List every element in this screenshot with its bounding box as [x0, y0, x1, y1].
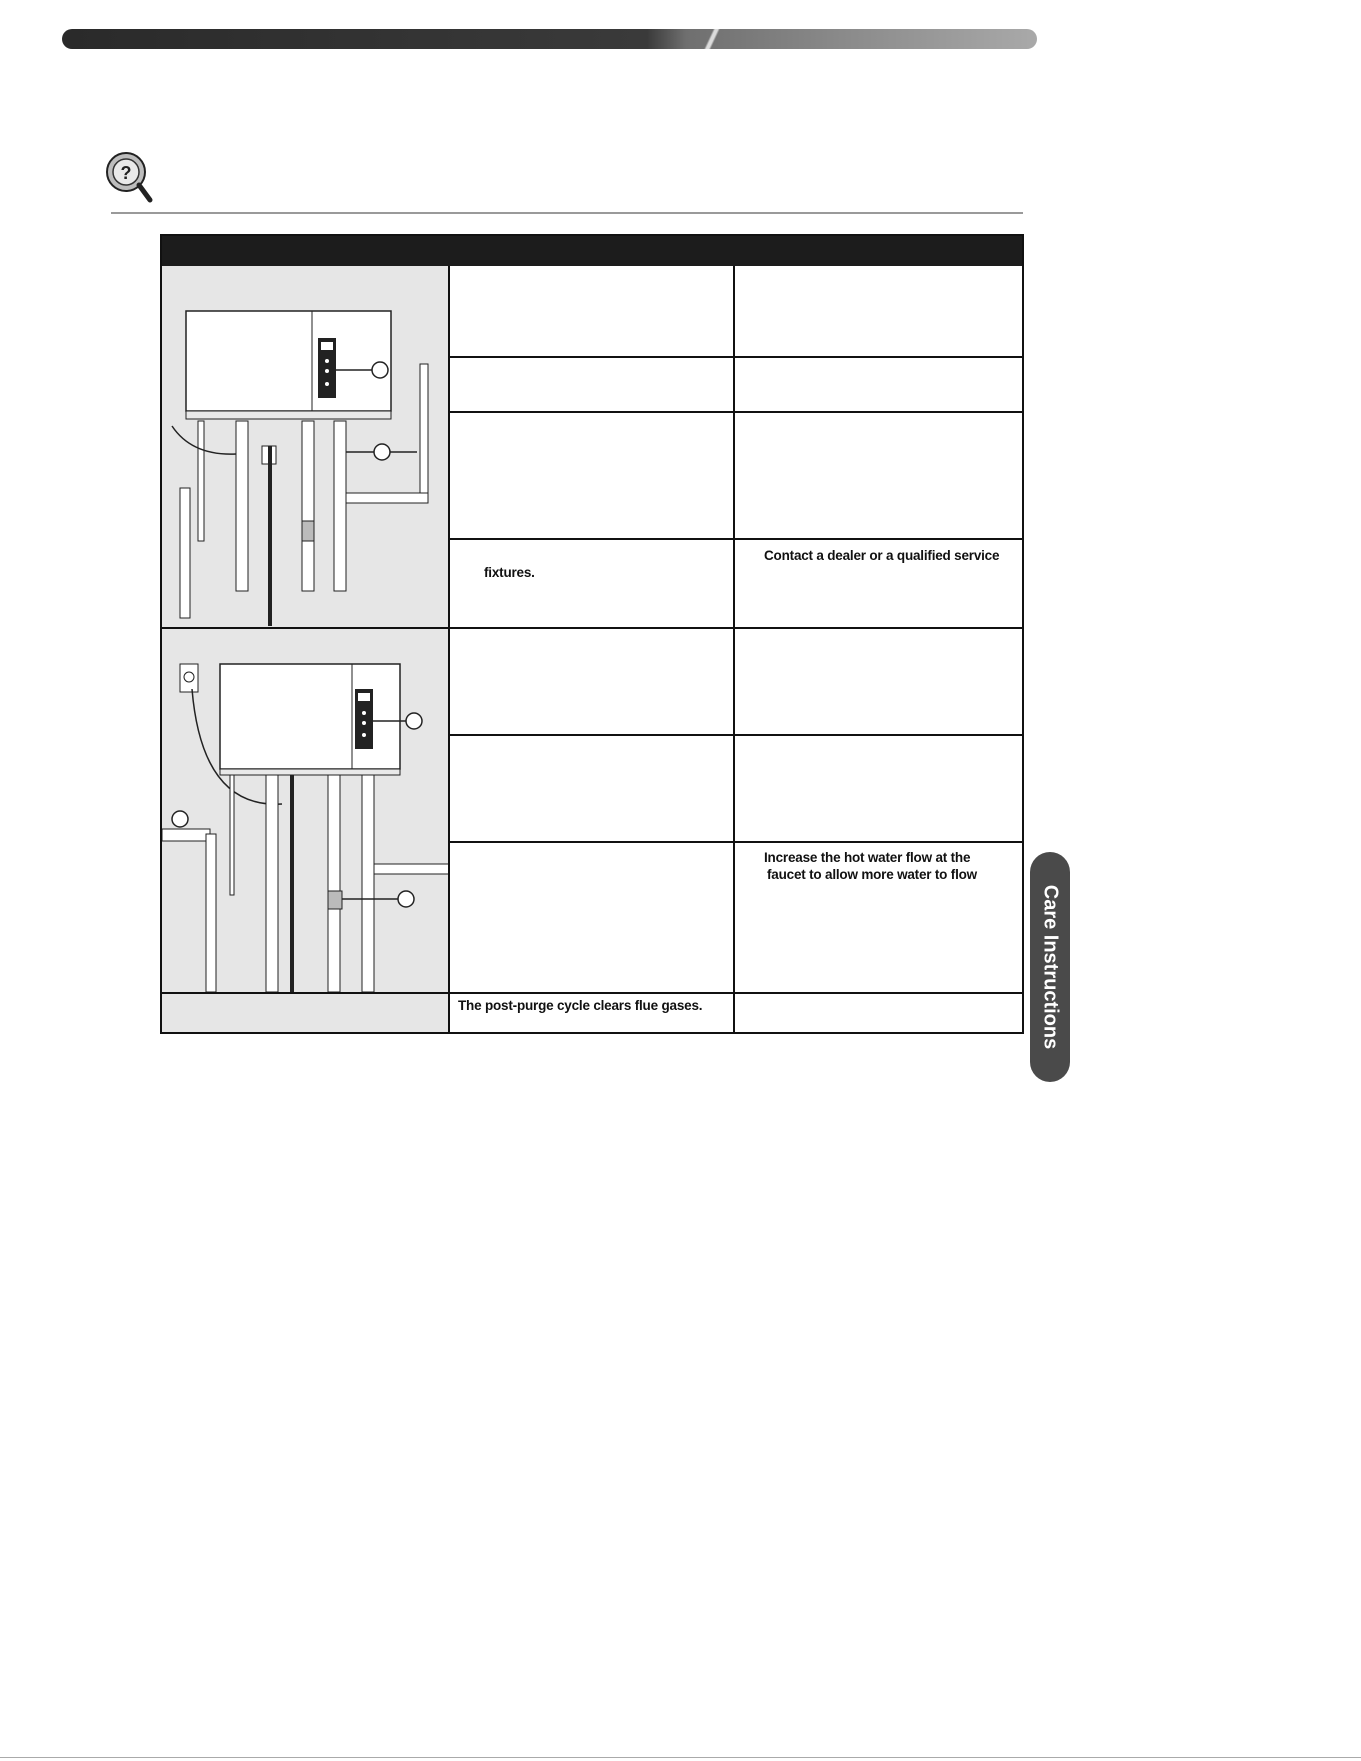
table-header	[162, 236, 1022, 266]
problem-text: fixtures.	[484, 565, 535, 580]
problem-text: The post-purge cycle clears flue gases.	[458, 998, 703, 1013]
illustration-panel-top	[162, 266, 449, 627]
solution-text: faucet to allow more water to flow	[767, 867, 977, 882]
illustration-panel-footer	[162, 994, 449, 1032]
solution-text: Contact a dealer or a qualified service	[764, 548, 1000, 563]
row-divider	[450, 411, 1022, 413]
page-bottom-line	[0, 1757, 1361, 1758]
section-rule	[111, 212, 1023, 214]
side-tab-label: Care Instructions	[1039, 884, 1062, 1050]
magnifier-question-icon	[106, 152, 154, 204]
troubleshooting-table	[160, 234, 1024, 1034]
header-bar-accent	[682, 29, 742, 49]
care-instructions-tab	[1030, 852, 1070, 1082]
header-bar	[62, 29, 1037, 49]
water-heater-illustration-top	[162, 266, 449, 627]
row-divider	[450, 841, 1022, 843]
row-divider	[450, 538, 1022, 540]
column-divider-1	[448, 266, 450, 1032]
illustration-panel-bottom	[162, 629, 449, 992]
row-divider	[450, 734, 1022, 736]
column-divider-2	[733, 266, 735, 1032]
solution-text: Increase the hot water flow at the	[764, 850, 971, 865]
row-divider	[450, 356, 1022, 358]
water-heater-illustration-bottom	[162, 629, 449, 992]
row-divider	[162, 992, 1022, 994]
svg-text:?: ?	[120, 163, 132, 183]
row-divider	[162, 627, 1022, 629]
